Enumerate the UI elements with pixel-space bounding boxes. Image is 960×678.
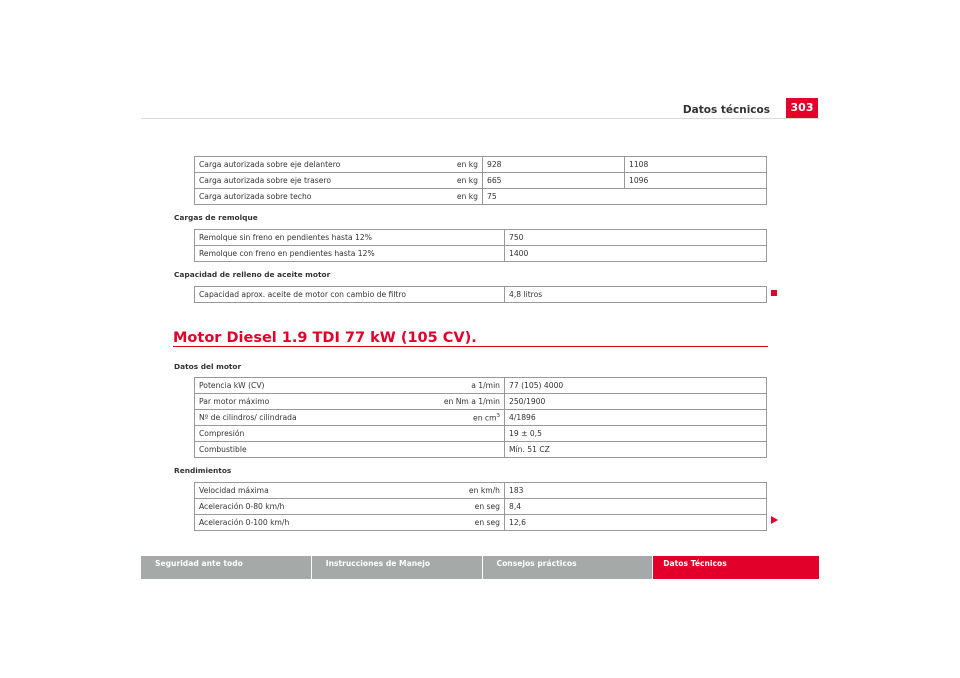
page-title: Datos técnicos xyxy=(682,104,770,116)
section-end-marker xyxy=(771,290,777,296)
cell-label: Potencia kW (CV) xyxy=(195,378,365,394)
engine-title-underline xyxy=(173,346,768,347)
cell-label: Carga autorizada sobre eje delantero xyxy=(195,157,365,173)
table-row xyxy=(195,410,767,426)
cell-value: 928 xyxy=(483,157,625,173)
table-row xyxy=(195,246,767,262)
table-row xyxy=(195,287,767,303)
cell-value: 12,6 xyxy=(505,515,767,531)
cell-unit xyxy=(365,410,505,426)
cell-unit: a 1/min xyxy=(365,378,505,394)
table-row xyxy=(195,230,767,246)
cell-value: 4,8 litros xyxy=(505,287,767,303)
cell-label: Velocidad máxima xyxy=(195,483,365,499)
cell-value: 75 xyxy=(483,189,767,205)
cell-unit: en kg xyxy=(365,173,483,189)
table-row xyxy=(195,173,767,189)
page-number: 303 xyxy=(786,98,818,118)
cell-label: Combustible xyxy=(195,442,365,458)
unit-text: en cm xyxy=(473,413,497,423)
table-row xyxy=(195,515,767,531)
cell-value: 1400 xyxy=(505,246,767,262)
table-row xyxy=(195,483,767,499)
section-heading-remolque: Cargas de remolque xyxy=(174,213,258,222)
cell-label: Capacidad aprox. aceite de motor con cambio de filtro xyxy=(195,287,505,303)
cell-label: Nº de cilindros/ cilindrada xyxy=(195,410,365,426)
nav-tab-consejos[interactable]: Consejos prácticos xyxy=(483,556,654,579)
cell-unit: en seg xyxy=(365,515,505,531)
cell-label: Par motor máximo xyxy=(195,394,365,410)
cell-label: Aceleración 0-100 km/h xyxy=(195,515,365,531)
section-heading-rendimientos: Rendimientos xyxy=(174,466,232,475)
section-heading-aceite: Capacidad de relleno de aceite motor xyxy=(174,270,331,279)
table-row xyxy=(195,378,767,394)
cell-label: Carga autorizada sobre techo xyxy=(195,189,365,205)
table-row xyxy=(195,189,767,205)
cell-value: 19 ± 0,5 xyxy=(505,426,767,442)
nav-tab-seguridad[interactable]: Seguridad ante todo xyxy=(141,556,312,579)
nav-tab-datos-tecnicos[interactable]: Datos Técnicos xyxy=(653,556,819,579)
continue-arrow-icon[interactable] xyxy=(771,516,778,524)
table-remolque xyxy=(194,229,767,262)
table-aceite xyxy=(194,286,767,303)
unit-superscript: 3 xyxy=(496,412,500,419)
cell-unit: en kg xyxy=(365,157,483,173)
table-motor xyxy=(194,377,767,458)
cell-unit: en Nm a 1/min xyxy=(365,394,505,410)
cell-label: Carga autorizada sobre eje trasero xyxy=(195,173,365,189)
table-row xyxy=(195,499,767,515)
cell-unit xyxy=(365,426,505,442)
cell-value: 665 xyxy=(483,173,625,189)
cell-label: Remolque con freno en pendientes hasta 12% xyxy=(195,246,505,262)
header-divider xyxy=(141,118,819,119)
cell-label: Aceleración 0-80 km/h xyxy=(195,499,365,515)
cell-value: Mín. 51 CZ xyxy=(505,442,767,458)
cell-label: Compresión xyxy=(195,426,365,442)
table-row xyxy=(195,157,767,173)
cell-unit: en kg xyxy=(365,189,483,205)
cell-value: 8,4 xyxy=(505,499,767,515)
cell-value: 1108 xyxy=(625,157,767,173)
table-row xyxy=(195,426,767,442)
table-row xyxy=(195,394,767,410)
nav-tab-instrucciones[interactable]: Instrucciones de Manejo xyxy=(312,556,483,579)
engine-title: Motor Diesel 1.9 TDI 77 kW (105 CV). xyxy=(173,330,477,346)
table-cargas xyxy=(194,156,767,205)
cell-label: Remolque sin freno en pendientes hasta 12% xyxy=(195,230,505,246)
cell-value: 750 xyxy=(505,230,767,246)
table-rendimientos xyxy=(194,482,767,531)
cell-value: 183 xyxy=(505,483,767,499)
cell-unit xyxy=(365,442,505,458)
section-heading-datos-motor: Datos del motor xyxy=(174,362,242,371)
cell-value: 4/1896 xyxy=(505,410,767,426)
cell-unit: en km/h xyxy=(365,483,505,499)
cell-value: 77 (105) 4000 xyxy=(505,378,767,394)
bottom-nav xyxy=(141,556,819,579)
cell-unit: en seg xyxy=(365,499,505,515)
cell-value: 250/1900 xyxy=(505,394,767,410)
cell-value: 1096 xyxy=(625,173,767,189)
table-row xyxy=(195,442,767,458)
